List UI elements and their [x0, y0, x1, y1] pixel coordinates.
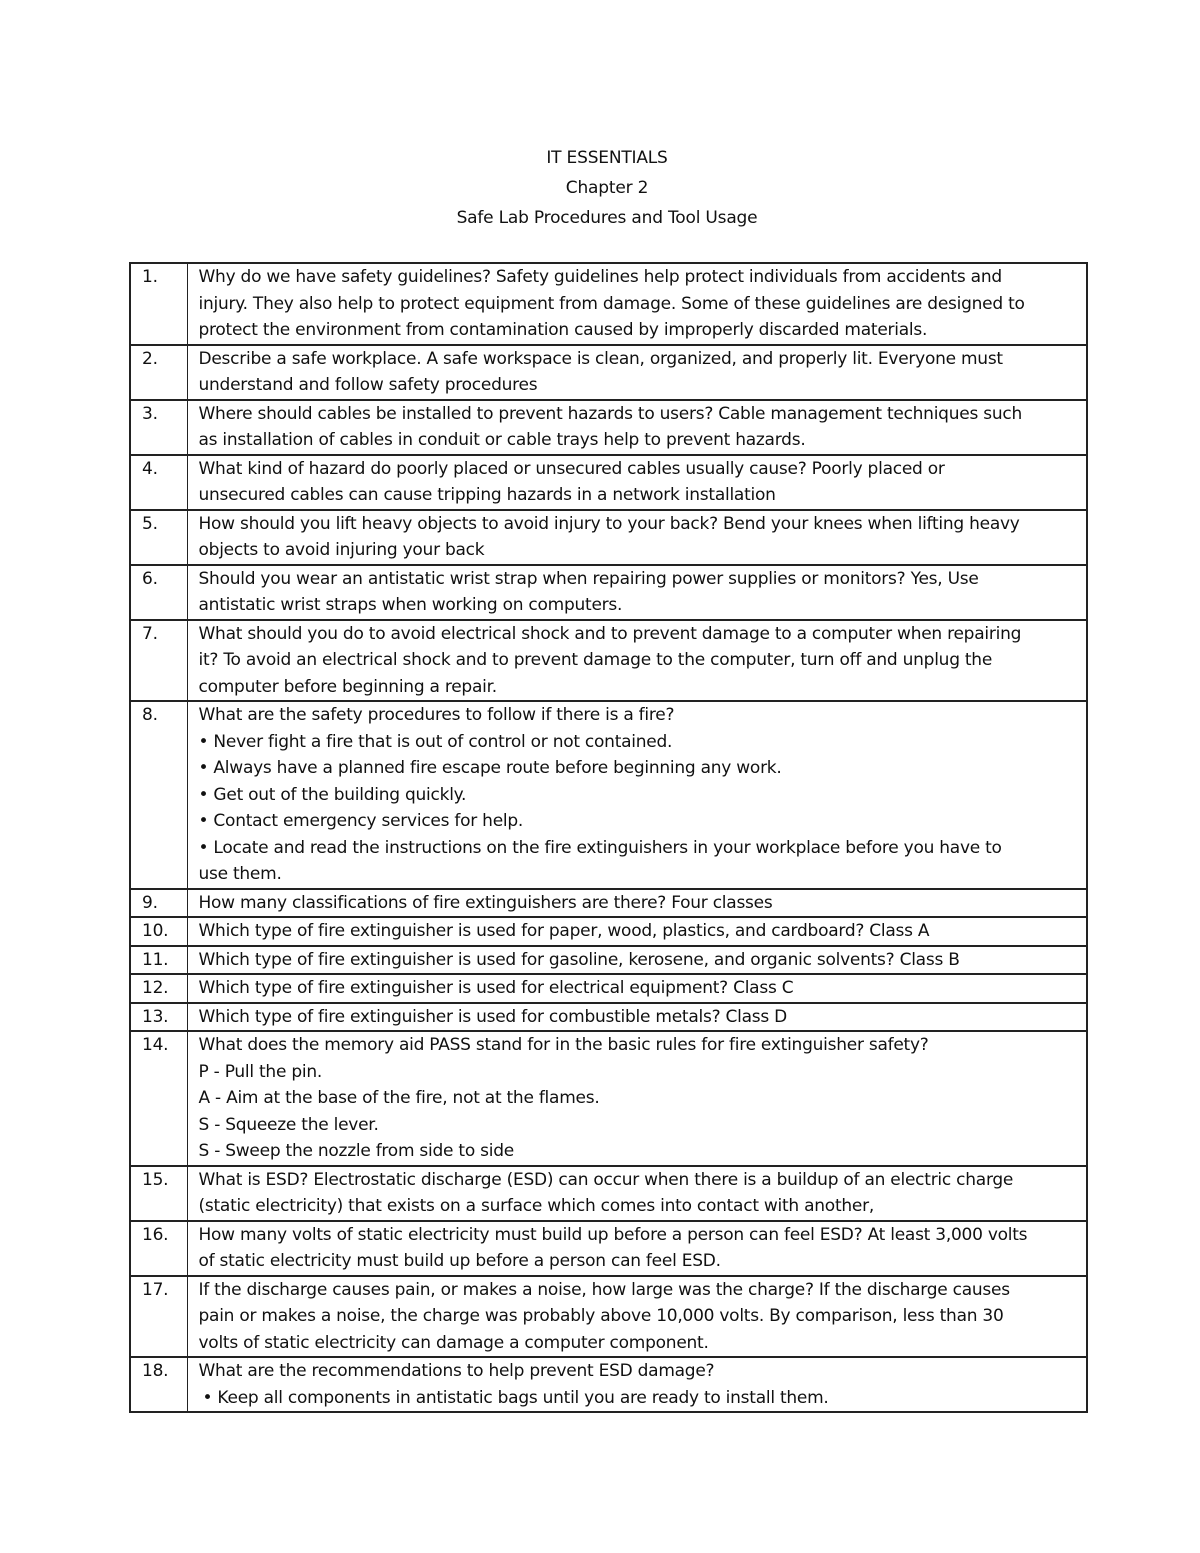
question-answer-cell [187, 889, 1087, 918]
question-answer-cell [187, 946, 1087, 975]
answer-line: protect the environment from contamination caused by improperly discarded materials. [198, 320, 928, 340]
question-number: 7. [130, 620, 187, 702]
question-answer-cell [187, 1166, 1087, 1221]
question-text: If the discharge causes pain, or makes a noise, how large was the charge? If the discharge causes [198, 1279, 1010, 1300]
question-text: What are the safety procedures to follow if there is a fire? [198, 705, 675, 725]
question-answer-cell [187, 565, 1087, 620]
question-number: 1. [130, 263, 187, 345]
chapter-label: Chapter 2 [565, 178, 649, 198]
question-answer-cell [187, 917, 1087, 946]
question-text: What are the recommendations to help prevent ESD damage? [198, 1361, 715, 1381]
table-row [130, 565, 1087, 620]
answer-line: computer before beginning a repair. [198, 676, 497, 697]
table-row [130, 1357, 1087, 1412]
table-row [130, 974, 1087, 1003]
qa-table [129, 262, 1088, 1413]
question-text: What is ESD? Electrostatic discharge (ESD) can occur when there is a buildup of an electric charge [198, 1169, 1014, 1190]
question-answer-cell [187, 263, 1087, 345]
question-answer-cell [187, 510, 1087, 565]
question-text: What does the memory aid PASS stand for in the basic rules for fire extinguisher safety? [198, 1035, 929, 1055]
table-row [130, 345, 1087, 400]
answer-line: S - Squeeze the lever. [198, 1114, 379, 1135]
question-text: What should you do to avoid electrical shock and to prevent damage to a computer when repairing [198, 623, 1022, 644]
answer-line: injury. They also help to protect equipment from damage. Some of these guidelines are designed to [198, 293, 1025, 314]
question-number: 15. [130, 1166, 187, 1221]
answer-line: unsecured cables can cause tripping hazards in a network installation [198, 485, 776, 505]
table-row [130, 1166, 1087, 1221]
question-text: Describe a safe workplace. A safe workspace is clean, organized, and properly lit. Everyone must [198, 348, 1003, 369]
question-answer-cell [187, 1357, 1087, 1412]
table-row [130, 701, 1087, 889]
question-text: Where should cables be installed to prevent hazards to users? Cable management techniques such [198, 403, 1022, 424]
question-number: 18. [130, 1357, 187, 1412]
answer-line: • Never fight a fire that is out of control or not contained. [198, 731, 673, 752]
answer-line: of static electricity must build up before a person can feel ESD. [198, 1251, 721, 1271]
question-answer-cell [187, 345, 1087, 400]
answer-line: volts of static electricity can damage a computer component. [198, 1332, 709, 1353]
question-answer-cell [187, 455, 1087, 510]
question-text: How should you lift heavy objects to avoid injury to your back? Bend your knees when lifting heavy [198, 513, 1020, 534]
question-text: Which type of fire extinguisher is used for electrical equipment? Class C [198, 978, 794, 998]
question-answer-cell [187, 400, 1087, 455]
question-number: 11. [130, 946, 187, 975]
answer-line: A - Aim at the base of the fire, not at the flames. [198, 1088, 600, 1108]
question-answer-cell [187, 620, 1087, 702]
answer-line: (static electricity) that exists on a surface which comes into contact with another, [198, 1196, 874, 1216]
answer-line: pain or makes a noise, the charge was probably above 10,000 volts. By comparison, less than 30 [198, 1306, 1004, 1326]
table-row [130, 400, 1087, 455]
question-text: Which type of fire extinguisher is used for combustible metals? Class D [198, 1006, 787, 1027]
question-number: 16. [130, 1221, 187, 1276]
question-number: 3. [130, 400, 187, 455]
question-number: 10. [130, 917, 187, 946]
answer-line: it? To avoid an electrical shock and to prevent damage to the computer, turn off and unplug the [198, 650, 993, 670]
answer-line: • Keep all components in antistatic bags until you are ready to install them. [202, 1387, 829, 1408]
table-row [130, 1003, 1087, 1032]
answer-line: objects to avoid injuring your back [198, 540, 485, 560]
table-row [130, 1221, 1087, 1276]
answer-line: P - Pull the pin. [198, 1061, 323, 1082]
question-answer-cell [187, 974, 1087, 1003]
answer-line: antistatic wrist straps when working on computers. [198, 595, 623, 615]
question-number: 6. [130, 565, 187, 620]
question-answer-cell [187, 1221, 1087, 1276]
table-row [130, 917, 1087, 946]
table-row [130, 510, 1087, 565]
chapter-subtitle: Safe Lab Procedures and Tool Usage [456, 208, 758, 228]
question-text: How many classifications of fire extinguishers are there? Four classes [198, 892, 773, 913]
answer-line: as installation of cables in conduit or cable trays help to prevent hazards. [198, 430, 806, 450]
question-text: How many volts of static electricity must build up before a person can feel ESD? At least 3,000 volts [198, 1224, 1028, 1245]
question-number: 5. [130, 510, 187, 565]
table-row [130, 455, 1087, 510]
table-row [130, 1031, 1087, 1166]
answer-line: understand and follow safety procedures [198, 375, 538, 395]
question-answer-cell [187, 701, 1087, 889]
table-row [130, 889, 1087, 918]
question-text: Why do we have safety guidelines? Safety guidelines help protect individuals from accidents and [198, 267, 1002, 287]
question-text: Which type of fire extinguisher is used for paper, wood, plastics, and cardboard? Class A [198, 921, 930, 941]
question-answer-cell [187, 1031, 1087, 1166]
answer-line: • Get out of the building quickly. [198, 784, 467, 805]
qa-table-body [130, 263, 1087, 1412]
question-number: 13. [130, 1003, 187, 1032]
table-row [130, 620, 1087, 702]
answer-line: use them. [198, 864, 282, 884]
question-number: 17. [130, 1276, 187, 1358]
question-answer-cell [187, 1003, 1087, 1032]
question-answer-cell [187, 1276, 1087, 1358]
question-text: Which type of fire extinguisher is used for gasoline, kerosene, and organic solvents? Class B [198, 949, 960, 970]
question-text: Should you wear an antistatic wrist strap when repairing power supplies or monitors? Yes, Use [198, 568, 979, 589]
answer-line: • Contact emergency services for help. [198, 811, 524, 831]
question-number: 9. [130, 889, 187, 918]
table-row [130, 1276, 1087, 1358]
document-title: IT ESSENTIALS [546, 148, 668, 168]
table-row [130, 263, 1087, 345]
question-text: What kind of hazard do poorly placed or unsecured cables usually cause? Poorly placed or [198, 458, 945, 479]
table-row [130, 946, 1087, 975]
question-number: 4. [130, 455, 187, 510]
answer-line: S - Sweep the nozzle from side to side [198, 1141, 514, 1161]
question-number: 12. [130, 974, 187, 1003]
question-number: 8. [130, 701, 187, 889]
question-number: 2. [130, 345, 187, 400]
answer-line: • Locate and read the instructions on the fire extinguishers in your workplace before you have to [198, 837, 1002, 858]
question-number: 14. [130, 1031, 187, 1166]
answer-line: • Always have a planned fire escape route before beginning any work. [198, 758, 782, 778]
document-header [0, 143, 1200, 233]
